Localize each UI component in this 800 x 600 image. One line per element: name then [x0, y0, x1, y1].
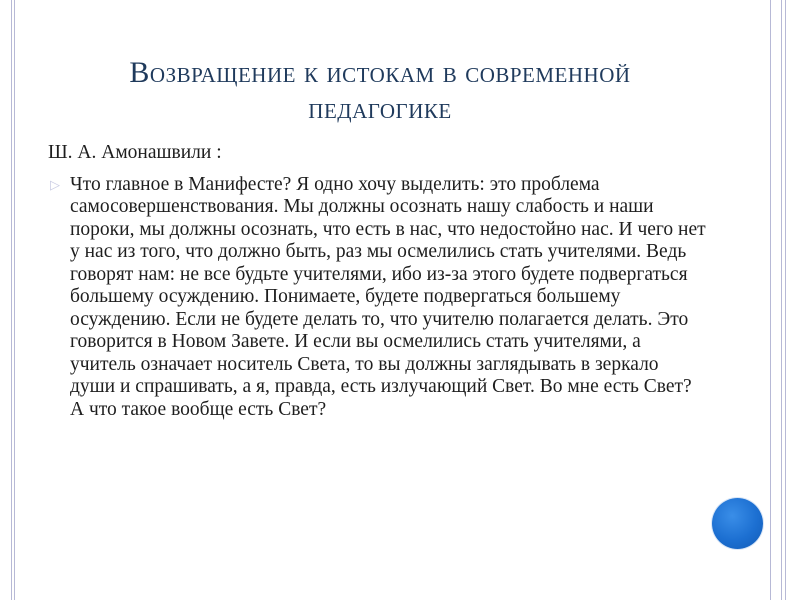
left-decorative-line [14, 0, 15, 600]
left-decorative-line [11, 0, 12, 600]
author-name: Ш. А. Амонашвили : [48, 142, 222, 163]
blue-circle-decoration [712, 498, 763, 549]
right-decorative-band [770, 0, 782, 600]
slide-title-line-1: Возвращение к истокам в современной [129, 56, 631, 89]
slide-title-line-2: педагогике [308, 92, 452, 125]
right-decorative-line [785, 0, 786, 600]
slide-body [48, 142, 708, 421]
hollow-triangle-bullet-icon: ▷ [50, 176, 60, 192]
quote-text: Что главное в Манифесте? Я одно хочу выделить: это проблема самосовершенствования. Мы должны осознать нашу слабость и наши пороки, мы должны осознать, что есть в нас, что недостойно нас. И чего нет у нас из того, что должно быть, раз мы осмелились стать учителями. Ведь говорят нам: не все будьте учителями, ибо из-за этого будете подвергаться большему осуждению. Понимаете, будете подвергаться большему осуждению. Если не будете делать то, что учителю полагается делать. Это говорится в Новом Завете. И если вы осмелились стать учителями, а учитель означает носитель Света, то вы должны заглядывать в зеркало души и спрашивать, а я, правда, есть излучающий Свет. Во мне есть Свет? А что такое вообще есть Свет? [70, 173, 706, 420]
slide-title [60, 55, 700, 127]
list-item [48, 174, 708, 422]
